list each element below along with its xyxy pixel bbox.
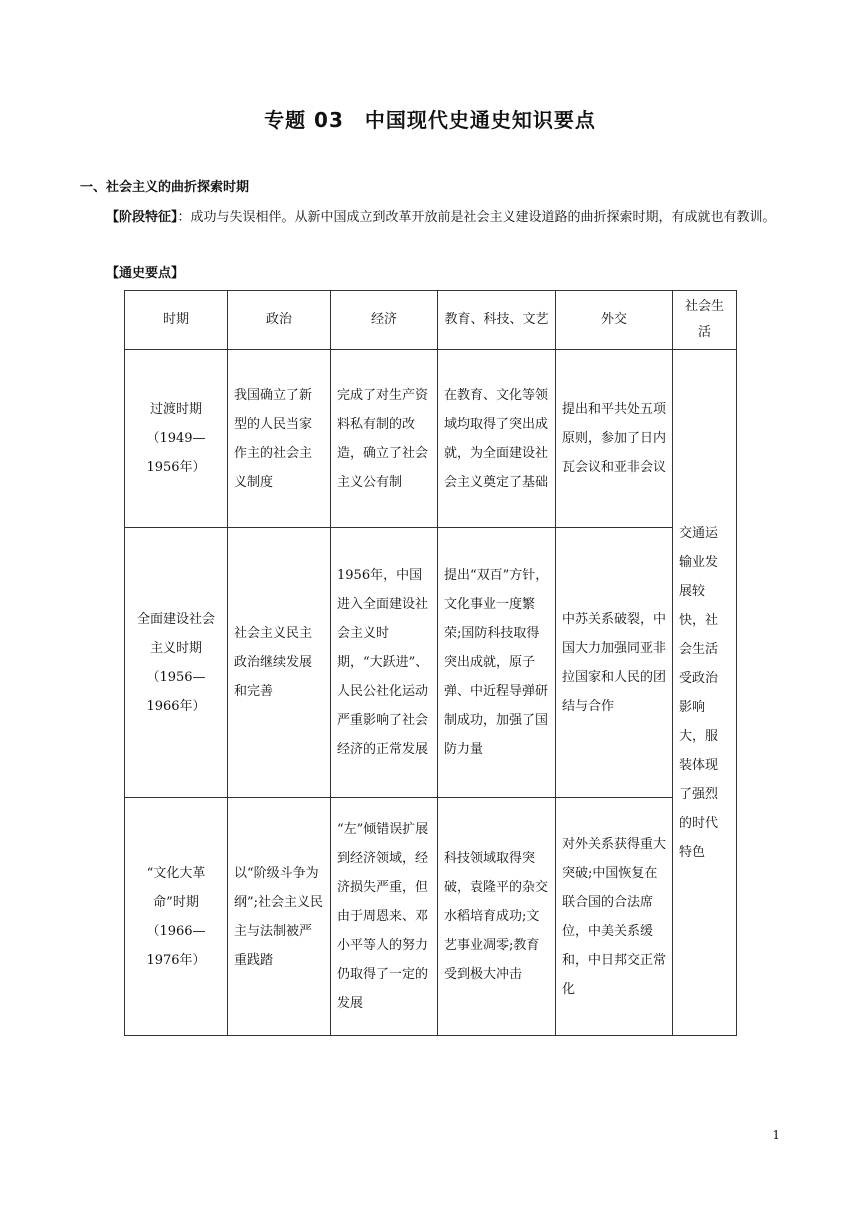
history-table — [124, 290, 737, 1036]
cell-period: 过渡时期（1949—1956年） — [125, 350, 228, 528]
header-social-life: 社会生活 — [673, 291, 737, 350]
cell-period: “文化大革命”时期（1966—1976年） — [125, 798, 228, 1036]
page-number: 1 — [772, 1128, 780, 1142]
cell-politics: 社会主义民主政治继续发展和完善 — [228, 528, 331, 798]
section-heading: 一、社会主义的曲折探索时期 — [80, 180, 250, 195]
cell-culture: 在教育、文化等领域均取得了突出成就，为全面建设社会主义奠定了基础 — [438, 350, 556, 528]
cell-economy: 完成了对生产资料私有制的改造，确立了社会主义公有制 — [331, 350, 438, 528]
stage-feature-label: 【阶段特征】 — [106, 210, 178, 225]
cell-diplomacy: 提出和平共处五项原则，参加了日内瓦会议和亚非会议 — [556, 350, 673, 528]
header-economy: 经济 — [331, 291, 438, 350]
cell-politics: 以“阶级斗争为纲”;社会主义民主与法制被严重践踏 — [228, 798, 331, 1036]
table-header-row — [125, 291, 737, 350]
header-period: 时期 — [125, 291, 228, 350]
cell-diplomacy: 对外关系获得重大突破;中国恢复在联合国的合法席位，中美关系缓和，中日邦交正常化 — [556, 798, 673, 1036]
header-diplomacy: 外交 — [556, 291, 673, 350]
cell-period: 全面建设社会主义时期（1956—1966年） — [125, 528, 228, 798]
cell-economy: 1956年，中国进入全面建设社会主义时期，“大跃进”、人民公社化运动严重影响了社会经济的正常发展 — [331, 528, 438, 798]
cell-economy: “左”倾错误扩展到经济领域，经济损失严重，但由于周恩来、邓小平等人的努力仍取得了一定的发展 — [331, 798, 438, 1036]
cell-culture: 提出“双百”方针，文化事业一度繁荣;国防科技取得突出成就，原子弹、中近程导弹研制成功，加强了国防力量 — [438, 528, 556, 798]
table-row — [125, 798, 737, 1036]
header-politics: 政治 — [228, 291, 331, 350]
document-title: 专题 03 中国现代史通史知识要点 — [264, 108, 596, 132]
header-culture: 教育、科技、文艺 — [438, 291, 556, 350]
cell-social-life: 交通运输业发展较快，社会生活受政治影响大，服装体现了强烈的时代特色 — [673, 350, 737, 1036]
table-row — [125, 350, 737, 528]
stage-feature-paragraph — [80, 204, 780, 232]
cell-culture: 科技领域取得突破，袁隆平的杂交水稻培育成功;文艺事业凋零;教育受到极大冲击 — [438, 798, 556, 1036]
table-row — [125, 528, 737, 798]
stage-feature-text: ：成功与失误相伴。从新中国成立到改革开放前是社会主义建设道路的曲折探索时期，有成就也有教训。 — [177, 210, 776, 225]
key-points-heading: 【通史要点】 — [106, 266, 185, 281]
cell-diplomacy: 中苏关系破裂，中国大力加强同亚非拉国家和人民的团结与合作 — [556, 528, 673, 798]
cell-politics: 我国确立了新型的人民当家作主的社会主义制度 — [228, 350, 331, 528]
